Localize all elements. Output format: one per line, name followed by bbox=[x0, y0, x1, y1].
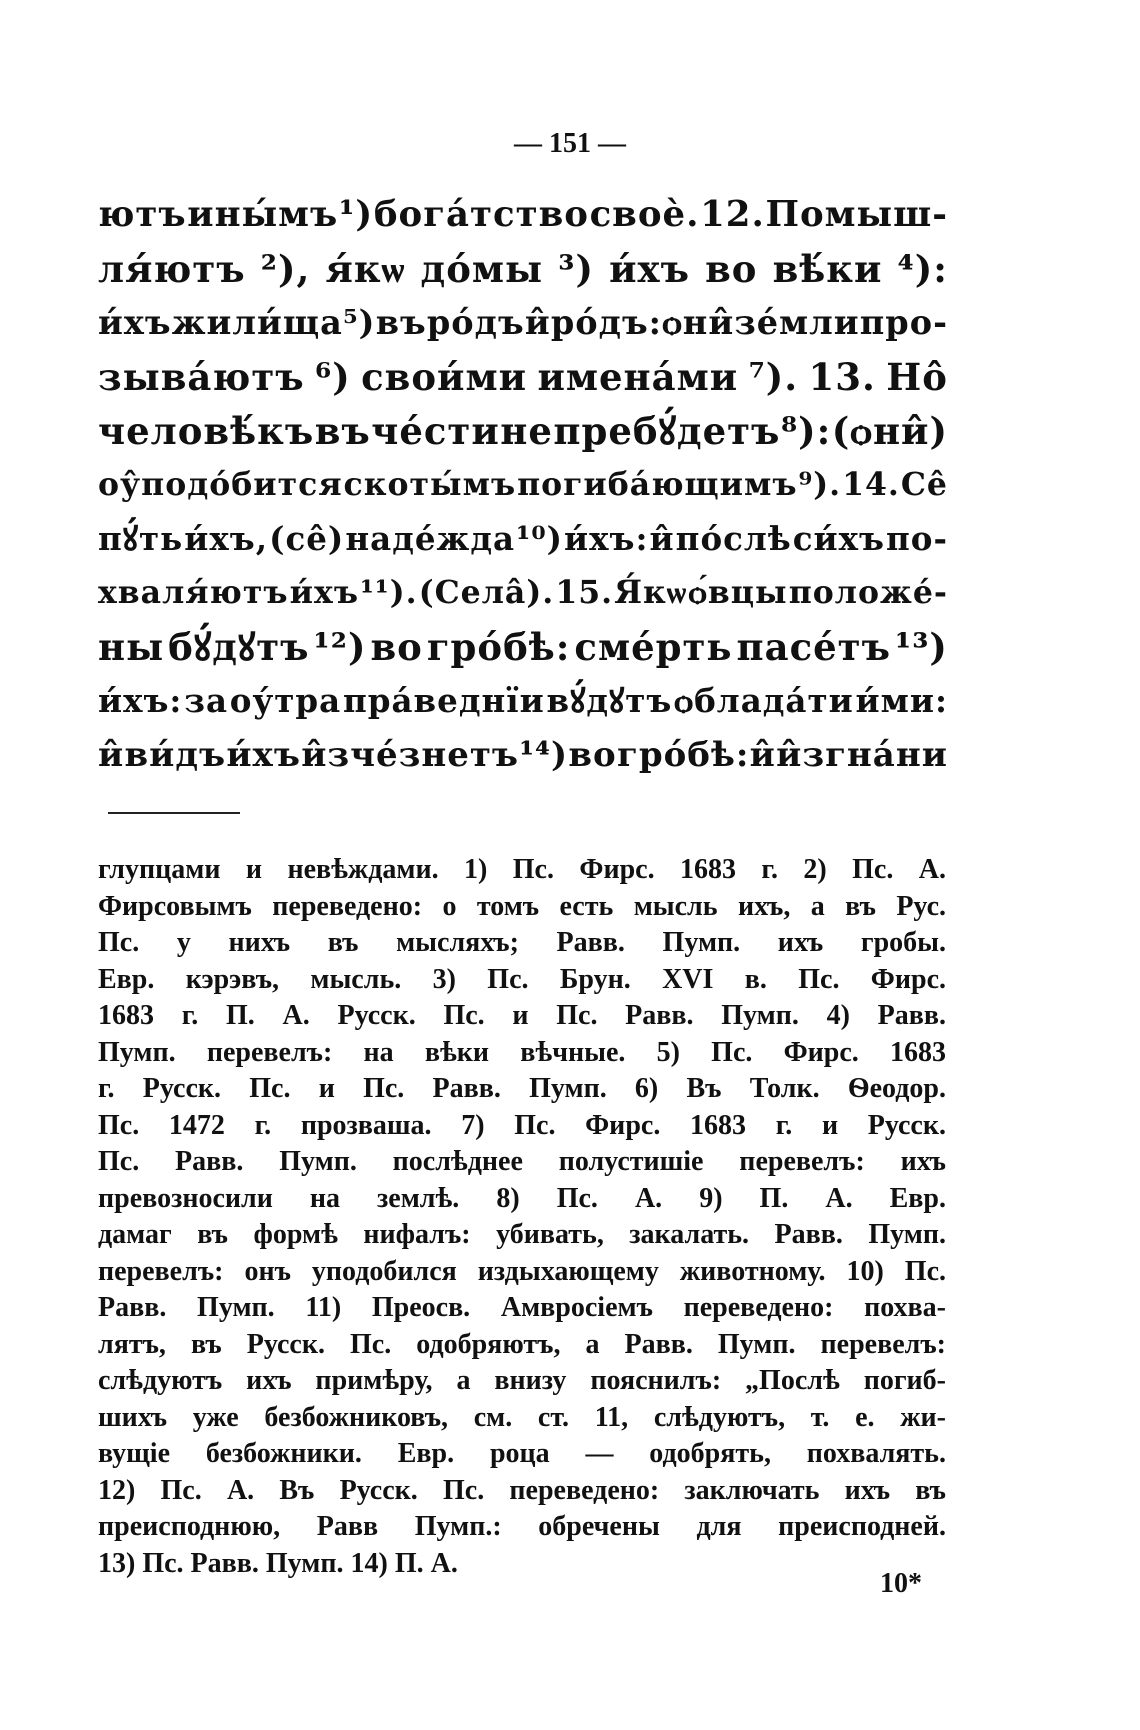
word: ро́дъ: bbox=[550, 303, 663, 342]
main-line-3 bbox=[98, 296, 948, 350]
main-line-5 bbox=[98, 404, 948, 458]
word: и́хъ bbox=[609, 247, 690, 291]
word: вꙋ́дꙋтъ bbox=[546, 681, 673, 720]
word: гро́бѣ: bbox=[426, 625, 571, 669]
footnote-line: шихъ уже безбожниковъ, см. ст. 11, слѣдуютъ, т. е. жи- bbox=[98, 1401, 946, 1433]
word: ны bbox=[98, 625, 165, 669]
word: и́хъ bbox=[98, 303, 172, 342]
footnote-line: Евр. кэрэвъ, мысль. 3) Пс. Брун. XVI в. Пс. Фирс. bbox=[98, 963, 946, 995]
word: (се̂) bbox=[269, 519, 345, 558]
word: Я́кѡ bbox=[614, 574, 688, 611]
footnote-line: Равв. Пумп. 11) Преосв. Амвросіемъ переведено: похва- bbox=[98, 1292, 946, 1323]
word: и̂ bbox=[98, 735, 125, 775]
word: Помыш- bbox=[765, 194, 948, 235]
word: ⁶) bbox=[315, 355, 351, 399]
word: хваля́ютъ bbox=[98, 574, 289, 611]
word: въ bbox=[314, 409, 371, 453]
word: (ѻни̂) bbox=[831, 409, 948, 453]
word: и́хъ bbox=[289, 574, 359, 611]
word: и̂ bbox=[649, 519, 675, 558]
word: и́хъ, bbox=[184, 519, 269, 558]
word: оу̂подо́бится bbox=[98, 466, 343, 503]
word: ⁸): bbox=[780, 409, 832, 453]
word: и́хъ: bbox=[564, 519, 649, 558]
word: по́слѣ bbox=[675, 519, 792, 558]
main-line-7 bbox=[98, 512, 948, 566]
footnotes bbox=[98, 852, 946, 1582]
word: 14. bbox=[842, 466, 900, 503]
word: 13. bbox=[808, 355, 876, 399]
word: ѻни̂ bbox=[662, 303, 735, 342]
word: и́хъ bbox=[226, 735, 301, 775]
word: и̂ bbox=[749, 735, 776, 775]
word: во bbox=[370, 625, 423, 669]
church-slavonic-text bbox=[98, 188, 948, 782]
word: человѣ́къ bbox=[98, 409, 315, 453]
footnote-line: преисподнюю, Равв Пумп.: обречены для преисподней. bbox=[98, 1511, 946, 1542]
word: ¹¹). bbox=[360, 574, 418, 611]
word: положе́- bbox=[788, 574, 948, 611]
main-line-4 bbox=[98, 350, 948, 404]
word: во bbox=[705, 247, 758, 291]
word: наде́жда bbox=[345, 519, 516, 558]
word: зыва́ютъ bbox=[98, 355, 305, 399]
footnote-line: 1683 г. П. А. Русск. Пс. и Пс. Равв. Пумп. 4) Равв. bbox=[98, 1000, 946, 1031]
word: ¹⁰) bbox=[516, 519, 563, 558]
word: про- bbox=[859, 303, 948, 342]
main-line-11 bbox=[98, 728, 948, 782]
word: не bbox=[500, 409, 553, 453]
word: ро́дъ bbox=[426, 303, 525, 342]
main-line-8 bbox=[98, 566, 948, 620]
footnote-line: Фирсовымъ переведено: о томъ есть мысль ихъ, а въ Рус. bbox=[98, 890, 946, 922]
footnote-line: Пс. у нихъ въ мысляхъ; Равв. Пумп. ихъ гробы. bbox=[98, 927, 946, 958]
word: ⁷). bbox=[748, 355, 799, 399]
word: пасе́тъ bbox=[736, 625, 891, 669]
word: (Села̂). bbox=[418, 574, 555, 611]
footnote-line: лятъ, въ Русск. Пс. одобряютъ, а Равв. Пумп. перевелъ: bbox=[98, 1328, 946, 1360]
word: погиба́ющимъ bbox=[517, 466, 798, 503]
word: скоты́мъ bbox=[343, 466, 517, 503]
footnote-line: 13) Пс. Равв. Пумп. 14) П. А. bbox=[98, 1547, 458, 1579]
word: ¹²) bbox=[313, 625, 367, 669]
main-line-9 bbox=[98, 620, 948, 674]
word: до́мы bbox=[420, 247, 544, 291]
footnote-line: превозносили на землѣ. 8) Пс. А. 9) П. А. Евр. bbox=[98, 1182, 946, 1214]
word: сме́рть bbox=[574, 625, 733, 669]
word: оу́тра bbox=[229, 681, 342, 720]
word: я́кѡ bbox=[325, 247, 406, 291]
word: ³) bbox=[558, 247, 594, 291]
word: пꙋ́ть bbox=[98, 519, 184, 558]
word: ви́дъ bbox=[124, 735, 227, 775]
word: свои́ми bbox=[361, 355, 528, 399]
word: ²), bbox=[260, 247, 311, 291]
main-line-10 bbox=[98, 674, 948, 728]
word: во bbox=[568, 735, 617, 775]
word: вѣ́ки bbox=[772, 247, 883, 291]
footnote-line: глупцами и невѣждами. 1) Пс. Фирс. 1683 г. 2) Пс. А. bbox=[98, 854, 946, 885]
word: по- bbox=[885, 519, 948, 558]
word: жили́ща bbox=[171, 303, 343, 342]
word: си́хъ bbox=[792, 519, 885, 558]
word: бꙋ́дꙋтъ bbox=[168, 625, 310, 669]
footnote-line: дамаг въ формѣ нифалъ: убивать, закалать. Равв. Пумп. bbox=[98, 1219, 946, 1250]
word: ¹³) bbox=[894, 625, 948, 669]
word: и̂згна́ни bbox=[776, 735, 948, 775]
word: въ bbox=[375, 303, 427, 342]
word: ѻблада́ти bbox=[674, 681, 854, 720]
word: 15. bbox=[555, 574, 614, 611]
word: ины́мъ bbox=[187, 194, 339, 235]
word: своѐ. bbox=[589, 194, 700, 235]
word: пребꙋ́детъ bbox=[553, 409, 781, 453]
word: имена́ми bbox=[537, 355, 739, 399]
main-line-6 bbox=[98, 458, 948, 512]
main-line-1 bbox=[98, 188, 948, 242]
word: зе́мли bbox=[734, 303, 860, 342]
footnote-line: Пс. Равв. Пумп. послѣднее полустишіе перевелъ: ихъ bbox=[98, 1146, 946, 1177]
word: Се̂ bbox=[900, 466, 948, 503]
footnote-line: Пумп. перевелъ: на вѣки вѣчные. 5) Пс. Фирс. 1683 bbox=[98, 1036, 946, 1068]
word: бога́тство bbox=[373, 194, 589, 235]
word: за bbox=[184, 681, 229, 720]
word: ѻ́вцы bbox=[688, 574, 788, 611]
word: пра́веднїи bbox=[342, 681, 545, 720]
word: ютъ bbox=[98, 194, 187, 235]
page-number: — 151 — bbox=[514, 128, 626, 159]
word: и́ми: bbox=[855, 681, 948, 720]
word: и̂зче́знетъ bbox=[301, 735, 519, 775]
word: ⁴): bbox=[897, 247, 948, 291]
word: и́хъ: bbox=[98, 681, 183, 720]
footnote-line: г. Русск. Пс. и Пс. Равв. Пумп. 6) Въ Толк. Ѳеодор. bbox=[98, 1073, 946, 1104]
word: ¹⁴) bbox=[519, 735, 569, 775]
footnote-line: 12) Пс. А. Въ Русск. Пс. переведено: заключать ихъ въ bbox=[98, 1474, 946, 1506]
word: ⁵) bbox=[342, 303, 376, 342]
footnote-line: вущіе безбожники. Евр. роца — одобрять, похвалять. bbox=[98, 1438, 946, 1469]
word: че́сти bbox=[371, 409, 500, 453]
word: ¹) bbox=[338, 194, 374, 235]
footnote-line: Пс. 1472 г. прозваша. 7) Пс. Фирс. 1683 г. и Русск. bbox=[98, 1109, 946, 1141]
word: Но̂ bbox=[886, 355, 948, 399]
footnote-separator bbox=[108, 812, 240, 814]
word: ⁹). bbox=[798, 466, 842, 503]
main-line-2 bbox=[98, 242, 948, 296]
footnote-line: слѣдуютъ ихъ примѣру, а внизу пояснилъ: „Послѣ погиб- bbox=[98, 1365, 946, 1396]
signature-mark: 10* bbox=[880, 1568, 922, 1599]
word: 12. bbox=[700, 194, 765, 235]
word: ля́ютъ bbox=[98, 247, 246, 291]
word: гро́бѣ: bbox=[616, 735, 750, 775]
word: и̂ bbox=[524, 303, 551, 342]
footnote-line: перевелъ: онъ уподобился издыхающему животному. 10) Пс. bbox=[98, 1255, 946, 1287]
